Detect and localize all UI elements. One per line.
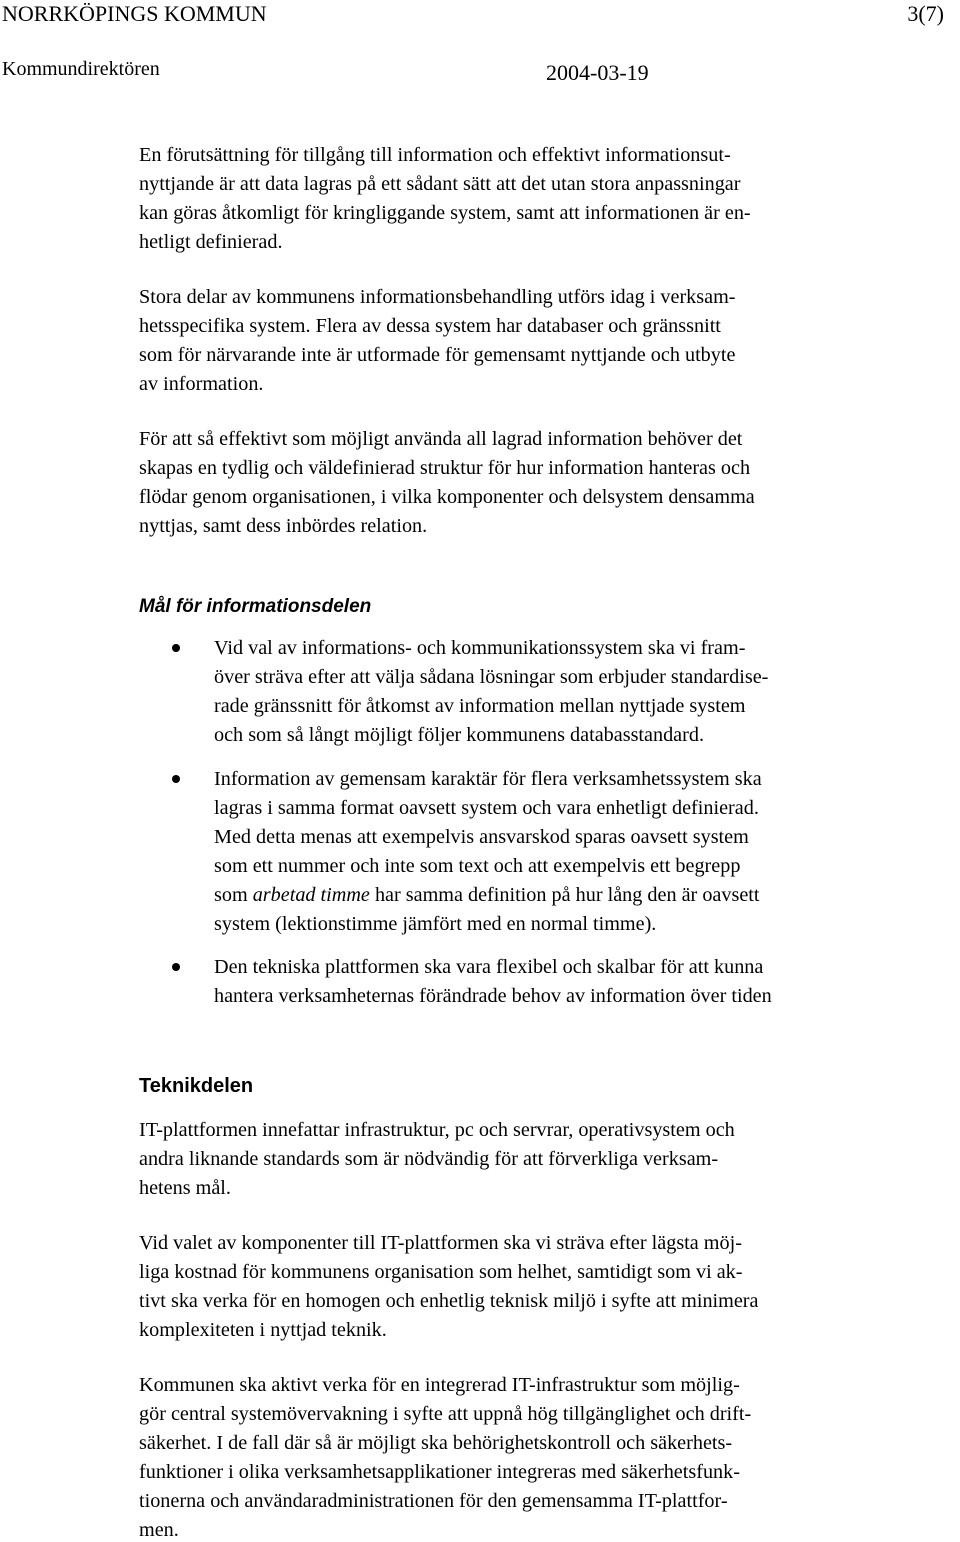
goals-heading: Mål för informationsdelen [139,596,372,617]
goal-bullet1-line: Vid val av informations- och kommunikationssystem ska vi fram- [214,637,746,659]
tech-p1-line: IT-plattformen innefattar infrastruktur, pc och servrar, operativsystem och [139,1119,735,1141]
text-span: har samma definition på hur lång den är oavsett [369,884,760,906]
header-department: Kommundirektören [2,58,160,80]
intro-p2-line: hetsspecifika system. Flera av dessa system har databaser och gränssnitt [139,315,721,337]
goal-bullet2-line: system (lektionstimme jämfört med en normal timme). [214,913,657,935]
tech-p3-line: men. [139,1519,179,1541]
intro-p3-line: flödar genom organisationen, i vilka komponenter och delsystem densamma [139,486,755,508]
goal-bullet3-line: Den tekniska plattformen ska vara flexibel och skalbar för att kunna [214,956,764,978]
bullet-icon [172,644,180,652]
header-page-number: 3(7) [907,1,944,26]
italic-term: arbetad timme [252,884,370,906]
header-date: 2004-03-19 [546,60,649,85]
goal-bullet2-line: Information av gemensam karaktär för flera verksamhetssystem ska [214,768,762,790]
header-organization: NORRKÖPINGS KOMMUN [2,1,267,26]
tech-p2-line: tivt ska verka för en homogen och enhetlig teknisk miljö i syfte att minimera [139,1290,759,1312]
goal-bullet1-line: rade gränssnitt för åtkomst av information mellan nyttjade system [214,695,746,717]
text-span: som [214,884,253,906]
tech-p2-line: liga kostnad för kommunens organisation som helhet, samtidigt som vi ak- [139,1261,743,1283]
intro-p2-line: av information. [139,373,264,395]
tech-p1-line: hetens mål. [139,1177,231,1199]
goal-bullet1-line: över sträva efter att välja sådana lösningar som erbjuder standardise- [214,666,769,688]
bullet-icon [172,775,180,783]
intro-p1-line: En förutsättning för tillgång till information och effektivt informationsut- [139,144,731,166]
goal-bullet2-line [214,883,760,907]
tech-p3-line: funktioner i olika verksamhetsapplikationer integreras med säkerhetsfunk- [139,1461,740,1483]
tech-p3-line: Kommunen ska aktivt verka för en integrerad IT-infrastruktur som möjlig- [139,1374,740,1396]
tech-p3-line: tionerna och användaradministrationen för den gemensamma IT-plattfor- [139,1490,728,1512]
tech-p3-line: säkerhet. I de fall där så är möjligt ska behörighetskontroll och säkerhets- [139,1432,733,1454]
intro-p2-line: Stora delar av kommunens informationsbehandling utförs idag i verksam- [139,286,736,308]
tech-p2-line: Vid valet av komponenter till IT-plattformen ska vi sträva efter lägsta möj- [139,1232,742,1254]
intro-p3-line: För att så effektivt som möjligt använda all lagrad information behöver det [139,428,743,450]
goal-bullet3-line: hantera verksamheternas förändrade behov av information över tiden [214,985,772,1007]
bullet-icon [172,963,180,971]
intro-p3-line: skapas en tydlig och väldefinierad struktur för hur information hanteras och [139,457,751,479]
tech-p3-line: gör central systemövervakning i syfte att uppnå hög tillgänglighet och drift- [139,1403,752,1425]
goal-bullet2-line: Med detta menas att exempelvis ansvarskod sparas oavsett system [214,826,749,848]
intro-p1-line: kan göras åtkomligt för kringliggande system, samt att informationen är en- [139,202,751,224]
intro-p2-line: som för närvarande inte är utformade för gemensamt nyttjande och utbyte [139,344,736,366]
goal-bullet2-line: som ett nummer och inte som text och att exempelvis ett begrepp [214,855,741,877]
goal-bullet2-line: lagras i samma format oavsett system och vara enhetligt definierad. [214,797,759,819]
tech-p2-line: komplexiteten i nyttjad teknik. [139,1319,387,1341]
goal-bullet1-line: och som så långt möjligt följer kommunens databasstandard. [214,724,705,746]
tech-p1-line: andra liknande standards som är nödvändig för att förverkliga verksam- [139,1148,719,1170]
intro-p1-line: nyttjande är att data lagras på ett sådant sätt att det utan stora anpassningar [139,173,741,195]
tech-heading: Teknikdelen [139,1075,254,1097]
intro-p1-line: hetligt definierad. [139,231,283,253]
intro-p3-line: nyttjas, samt dess inbördes relation. [139,515,428,537]
